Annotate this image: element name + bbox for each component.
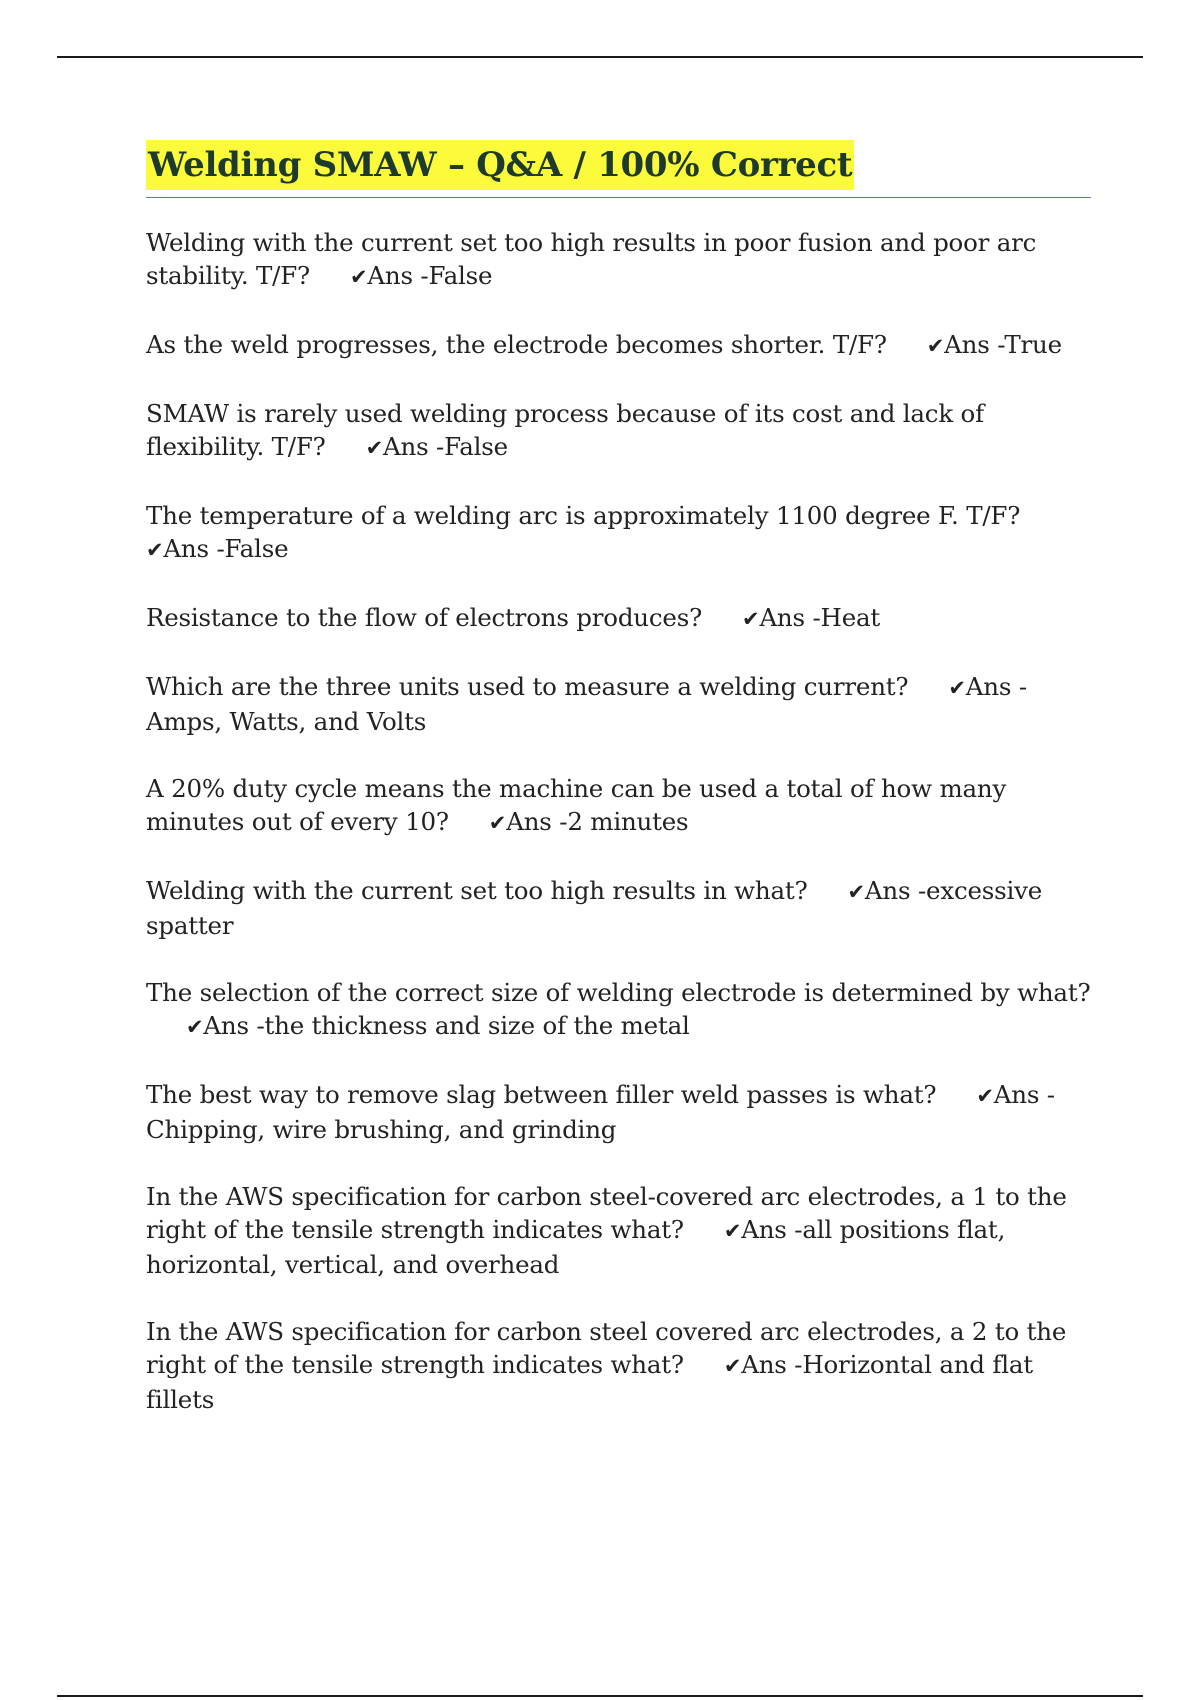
bottom-rule (57, 1695, 1143, 1697)
answer-text: Ans -2 minutes (506, 807, 689, 836)
checkmark-icon: ✔ (488, 811, 507, 835)
answer-text: Ans -Horizontal and flat fillets (146, 1350, 1033, 1414)
question-text: The temperature of a welding arc is approximately 1100 degree F. T/F? (146, 501, 1021, 530)
answer-text: Ans -all positions flat, horizontal, vertical, and overhead (146, 1215, 1006, 1279)
question-text: Which are the three units used to measure a welding current? (146, 672, 909, 701)
question-text: As the weld progresses, the electrode becomes shorter. T/F? (146, 330, 887, 359)
checkmark-icon: ✔ (723, 1219, 742, 1243)
qa-item (146, 499, 1091, 567)
qa-list (146, 226, 1091, 1416)
checkmark-icon: ✔ (976, 1084, 994, 1108)
qa-item (146, 328, 1091, 363)
qa-item (146, 772, 1091, 840)
question-text: The best way to remove slag between filler weld passes is what? (146, 1080, 937, 1109)
qa-item (146, 601, 1091, 636)
question-text: In the AWS specification for carbon steel-covered arc electrodes, a 1 to the right of the tensile strength indicates what? (146, 1182, 1067, 1244)
answer-text: Ans -excessive spatter (146, 876, 1043, 940)
checkmark-icon: ✔ (349, 265, 368, 289)
checkmark-icon: ✔ (186, 1015, 204, 1039)
document-title: Welding SMAW – Q&A / 100% Correct (146, 140, 854, 190)
qa-item (146, 976, 1091, 1044)
checkmark-icon: ✔ (742, 607, 760, 631)
answer-text: Ans - Chipping, wire brushing, and grinding (146, 1080, 1055, 1144)
question-text: Resistance to the flow of electrons produces? (146, 603, 703, 632)
answer-text: Ans -False (367, 261, 493, 290)
checkmark-icon: ✔ (948, 676, 966, 700)
answer-text: Ans -False (163, 534, 289, 563)
question-text: The selection of the correct size of welding electrode is determined by what? (146, 978, 1091, 1007)
checkmark-icon: ✔ (926, 334, 945, 358)
question-text: A 20% duty cycle means the machine can be used a total of how many minutes out of every 10? (146, 774, 1007, 836)
top-rule (57, 56, 1143, 58)
question-text: Welding with the current set too high results in what? (146, 876, 808, 905)
question-text: Welding with the current set too high results in poor fusion and poor arc stability. T/F? (146, 228, 1037, 290)
qa-item (146, 874, 1091, 942)
qa-item (146, 397, 1091, 465)
answer-text: Ans -False (383, 432, 508, 461)
title-underline (146, 140, 1091, 198)
qa-item (146, 670, 1091, 738)
document-body (146, 140, 1091, 1450)
answer-text: Ans - Amps, Watts, and Volts (146, 672, 1027, 736)
qa-item (146, 1315, 1091, 1416)
qa-item (146, 226, 1091, 294)
qa-item (146, 1180, 1091, 1281)
answer-text: Ans -True (944, 330, 1062, 359)
checkmark-icon: ✔ (847, 880, 865, 904)
checkmark-icon: ✔ (146, 538, 164, 562)
qa-item (146, 1078, 1091, 1146)
question-text: SMAW is rarely used welding process because of its cost and lack of flexibility. T/F? (146, 399, 984, 461)
checkmark-icon: ✔ (723, 1354, 742, 1378)
answer-text: Ans -the thickness and size of the metal (203, 1011, 690, 1040)
checkmark-icon: ✔ (365, 436, 383, 460)
answer-text: Ans -Heat (759, 603, 881, 632)
question-text: In the AWS specification for carbon steel covered arc electrodes, a 2 to the right of the tensile strength indicates what? (146, 1317, 1067, 1379)
